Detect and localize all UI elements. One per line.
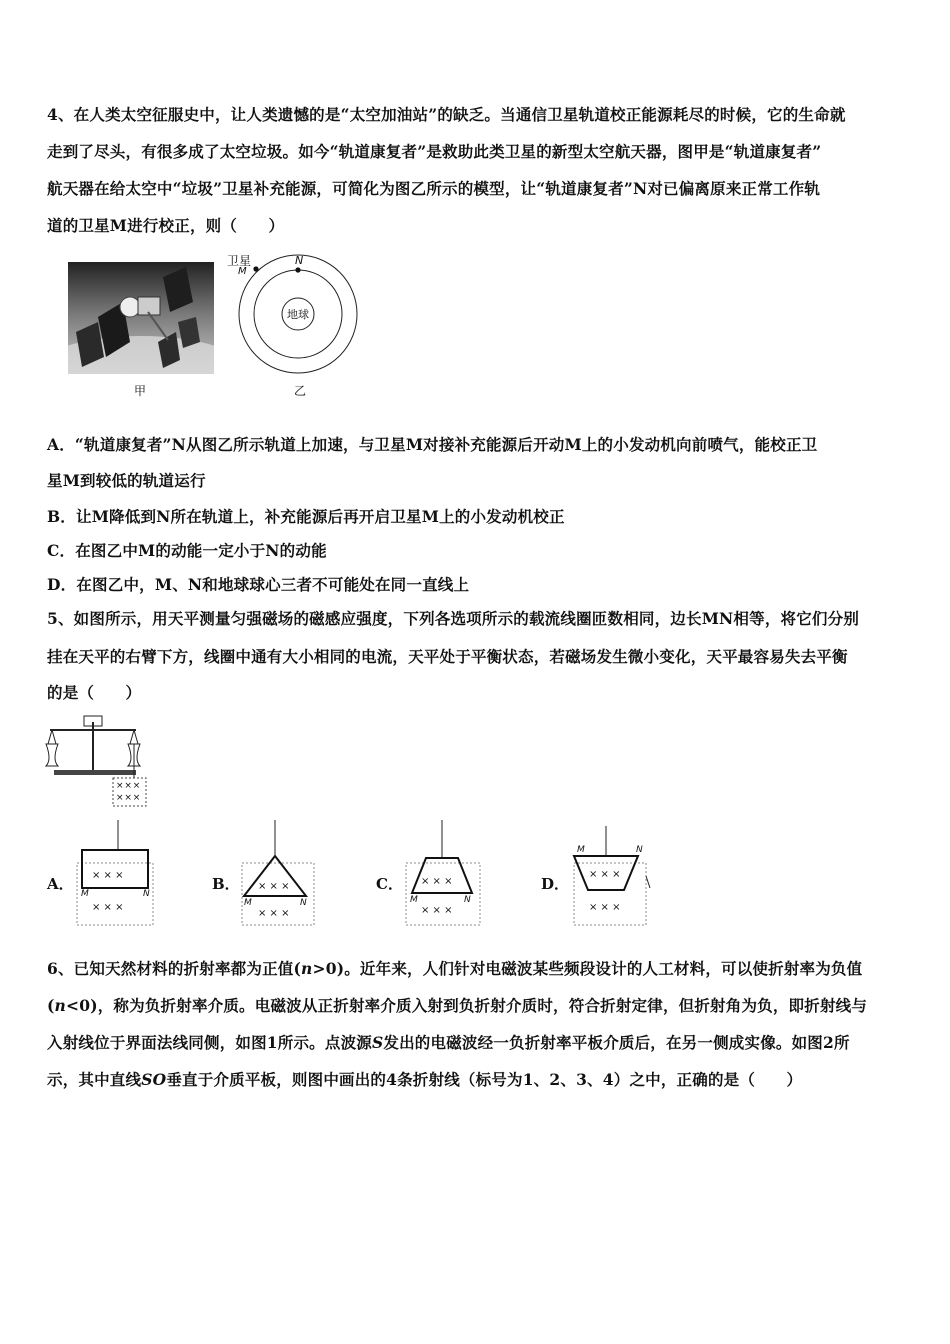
q4-line-4: 道的卫星M进行校正，则（ ） — [47, 216, 285, 235]
coil-a-m: M — [81, 889, 89, 899]
coil-b-crosses-1: × × × — [258, 881, 290, 892]
q4-option-d: D．在图乙中，M、N和地球球心三者不可能处在同一直线上 — [47, 575, 470, 594]
q6-line-1: 6、已知天然材料的折射率都为正值(n>0)。近年来，人们针对电磁波某些频段设计的人工材料，可以使折射率为负值 — [47, 959, 863, 978]
q4-option-c: C．在图乙中M的动能一定小于N的动能 — [47, 541, 327, 560]
coil-a-crosses-2: × × × — [92, 902, 124, 913]
q6-line-4: 示，其中直线SO垂直于介质平板，则图中画出的4条折射线（标号为1、2、3、4）之中，正确的是（ ） — [47, 1070, 803, 1089]
fig-jia-caption: 甲 — [134, 384, 147, 398]
q4-option-b: B．让M降低到N所在轨道上，补充能源后再开启卫星M上的小发动机校正 — [47, 507, 565, 526]
m-label: M — [238, 266, 247, 277]
fig-yi-caption: 乙 — [294, 384, 307, 398]
q4-line-1: 4、在人类太空征服史中，让人类遗憾的是“太空加油站”的缺乏。当通信卫星轨道校正能源耗尽的时候，它的生命就 — [47, 105, 846, 124]
n-label: N — [295, 254, 304, 267]
satellite-label: 卫星 — [227, 254, 252, 268]
q5-line-2: 挂在天平的右臂下方，线圈中通有大小相同的电流，天平处于平衡状态，若磁场发生微小变化，天平最容易失去平衡 — [47, 647, 848, 666]
coil-d-crosses-2: × × × — [589, 902, 621, 913]
coil-b-n: N — [300, 898, 307, 908]
q5-option-c-label: C． — [376, 875, 403, 893]
q4-line-3: 航天器在给太空中“垃圾”卫星补充能源，可简化为图乙所示的模型，让“轨道康复者”N对已偏离原来正常工作轨 — [47, 179, 821, 198]
q5-option-d-label: D． — [541, 875, 570, 893]
coil-a-crosses-1: × × × — [92, 870, 124, 881]
q5-option-a-label: A． — [47, 875, 74, 893]
q5-line-1: 5、如图所示，用天平测量匀强磁场的磁感应强度，下列各选项所示的载流线圈匝数相同，边长MN相等，将它们分别 — [47, 609, 860, 628]
earth-label: 地球 — [287, 308, 309, 321]
coil-c-crosses-1: × × × — [421, 876, 453, 887]
coil-d-m: M — [577, 845, 585, 855]
q4-option-a: A．“轨道康复者”N从图乙所示轨道上加速，与卫星M对接补充能源后开动M上的小发动机向前喷气，能校正卫 — [47, 435, 818, 454]
q5-line-3: 的是（ ） — [47, 683, 142, 702]
coil-d-n: N — [636, 845, 643, 855]
coil-d-crosses-1: × × × — [589, 869, 621, 880]
balance-field-crosses-2: × × × — [116, 793, 140, 803]
satellite-photo — [68, 262, 214, 374]
coil-a-n: N — [143, 889, 150, 899]
coil-c-n: N — [464, 895, 471, 905]
q6-line-3: 入射线位于界面法线同侧，如图1所示。点波源S发出的电磁波经一负折射率平板介质后，在另一侧成实像。如图2所 — [47, 1033, 850, 1052]
coil-b-crosses-2: × × × — [258, 908, 290, 919]
q4-line-2: 走到了尽头，有很多成了太空垃圾。如今“轨道康复者”是救助此类卫星的新型太空航天器，图甲是“轨道康复者” — [47, 142, 822, 161]
q4-option-a-cont: 星M到较低的轨道运行 — [47, 471, 206, 490]
coil-c-m: M — [410, 895, 418, 905]
coil-b-m: M — [244, 898, 252, 908]
coil-c-crosses-2: × × × — [421, 905, 453, 916]
q6-line-2: (n<0)，称为负折射率介质。电磁波从正折射率介质入射到负折射介质时，符合折射定律，但折射角为负，即折射线与 — [47, 996, 868, 1015]
balance-field-crosses-1: × × × — [116, 781, 140, 791]
q5-option-b-label: B． — [212, 875, 240, 893]
